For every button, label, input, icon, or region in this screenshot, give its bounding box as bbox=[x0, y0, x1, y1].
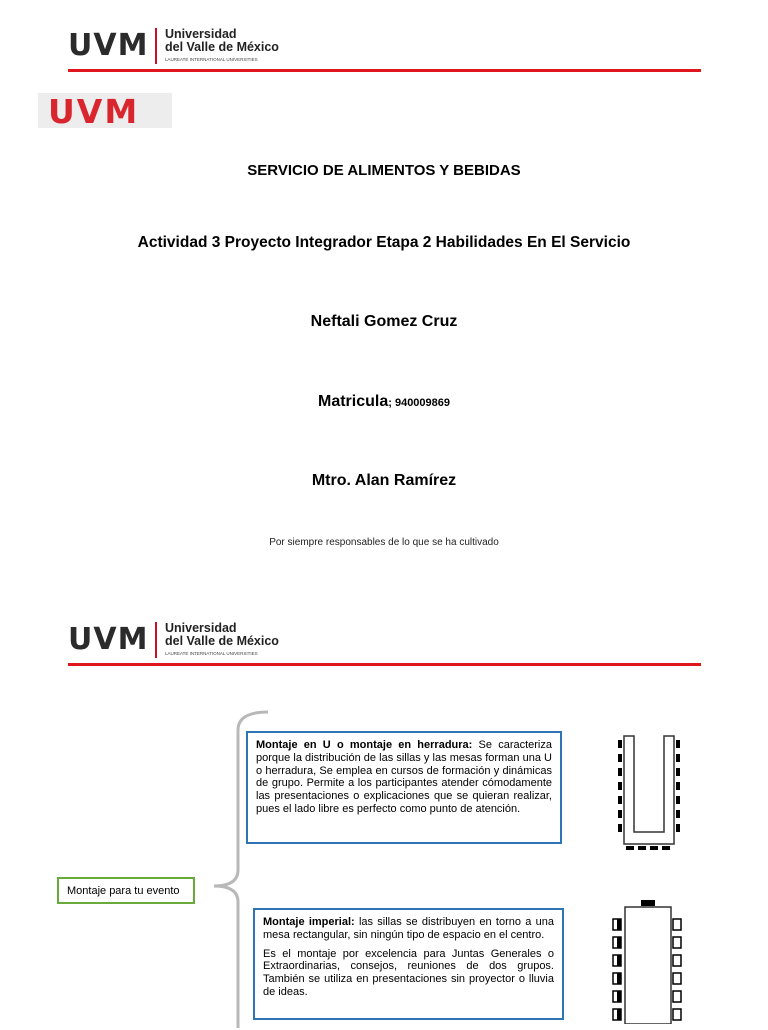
montaje-u-box bbox=[246, 731, 562, 844]
motto: Por siempre responsables de lo que se ha cultivado bbox=[269, 537, 499, 548]
university-name: Universidad del Valle de México bbox=[165, 27, 279, 54]
activity-title: Actividad 3 Proyecto Integrador Etapa 2 Habilidades En El Servicio bbox=[137, 234, 631, 251]
page-header-2 bbox=[68, 622, 701, 692]
course-title: SERVICIO DE ALIMENTOS Y BEBIDAS bbox=[247, 162, 521, 179]
montaje-imperial-text: las sillas se distribuyen en torno a una mesa rectangular, sin ningún tipo de espacio en el centro. bbox=[263, 916, 554, 941]
teacher-name: Mtro. Alan Ramírez bbox=[311, 472, 457, 489]
uvm-logo: UVM bbox=[68, 622, 149, 657]
university-name: Universidad del Valle de México bbox=[165, 621, 279, 648]
uvm-logo: UVM bbox=[68, 28, 149, 63]
imperial-layout-icon bbox=[605, 897, 687, 1024]
matricula: Matricula; 940009869 bbox=[317, 393, 451, 410]
montaje-imperial-title: Montaje imperial: bbox=[263, 916, 355, 928]
montaje-imperial-text-2: Es el montaje por excelencia para Juntas Generales o Extraordinarias, consejos, reuniones de dos grupos. También se utiliza en presentaciones sin proyector o lluvia de ideas. bbox=[263, 947, 554, 998]
montaje-imperial-box bbox=[253, 908, 564, 1020]
diagram-root-box: Montaje para tu evento bbox=[57, 877, 195, 904]
university-tagline: LAUREATE INTERNATIONAL UNIVERSITIES bbox=[165, 57, 258, 62]
logo-divider bbox=[155, 28, 157, 64]
page-header bbox=[68, 28, 701, 98]
header-rule bbox=[68, 69, 701, 72]
university-tagline: LAUREATE INTERNATIONAL UNIVERSITIES bbox=[165, 651, 258, 656]
student-name: Neftali Gomez Cruz bbox=[310, 313, 458, 330]
header-rule bbox=[68, 663, 701, 666]
montaje-u-text: Se caracteriza porque la distribución de las sillas y las mesas forman una U o herradura, Se emplea en cursos de formación y dinámicas de grupo. Permite a los participantes atender cómodamente las presentaciones o explicaciones que se quieran realizar, pues el lado libre es perfecto como punto de atención. bbox=[256, 739, 552, 815]
logo-divider bbox=[155, 622, 157, 658]
montaje-u-title: Montaje en U o montaje en herradura: bbox=[256, 739, 473, 751]
u-layout-icon bbox=[612, 728, 688, 856]
cover-logo: UVM bbox=[38, 93, 172, 128]
